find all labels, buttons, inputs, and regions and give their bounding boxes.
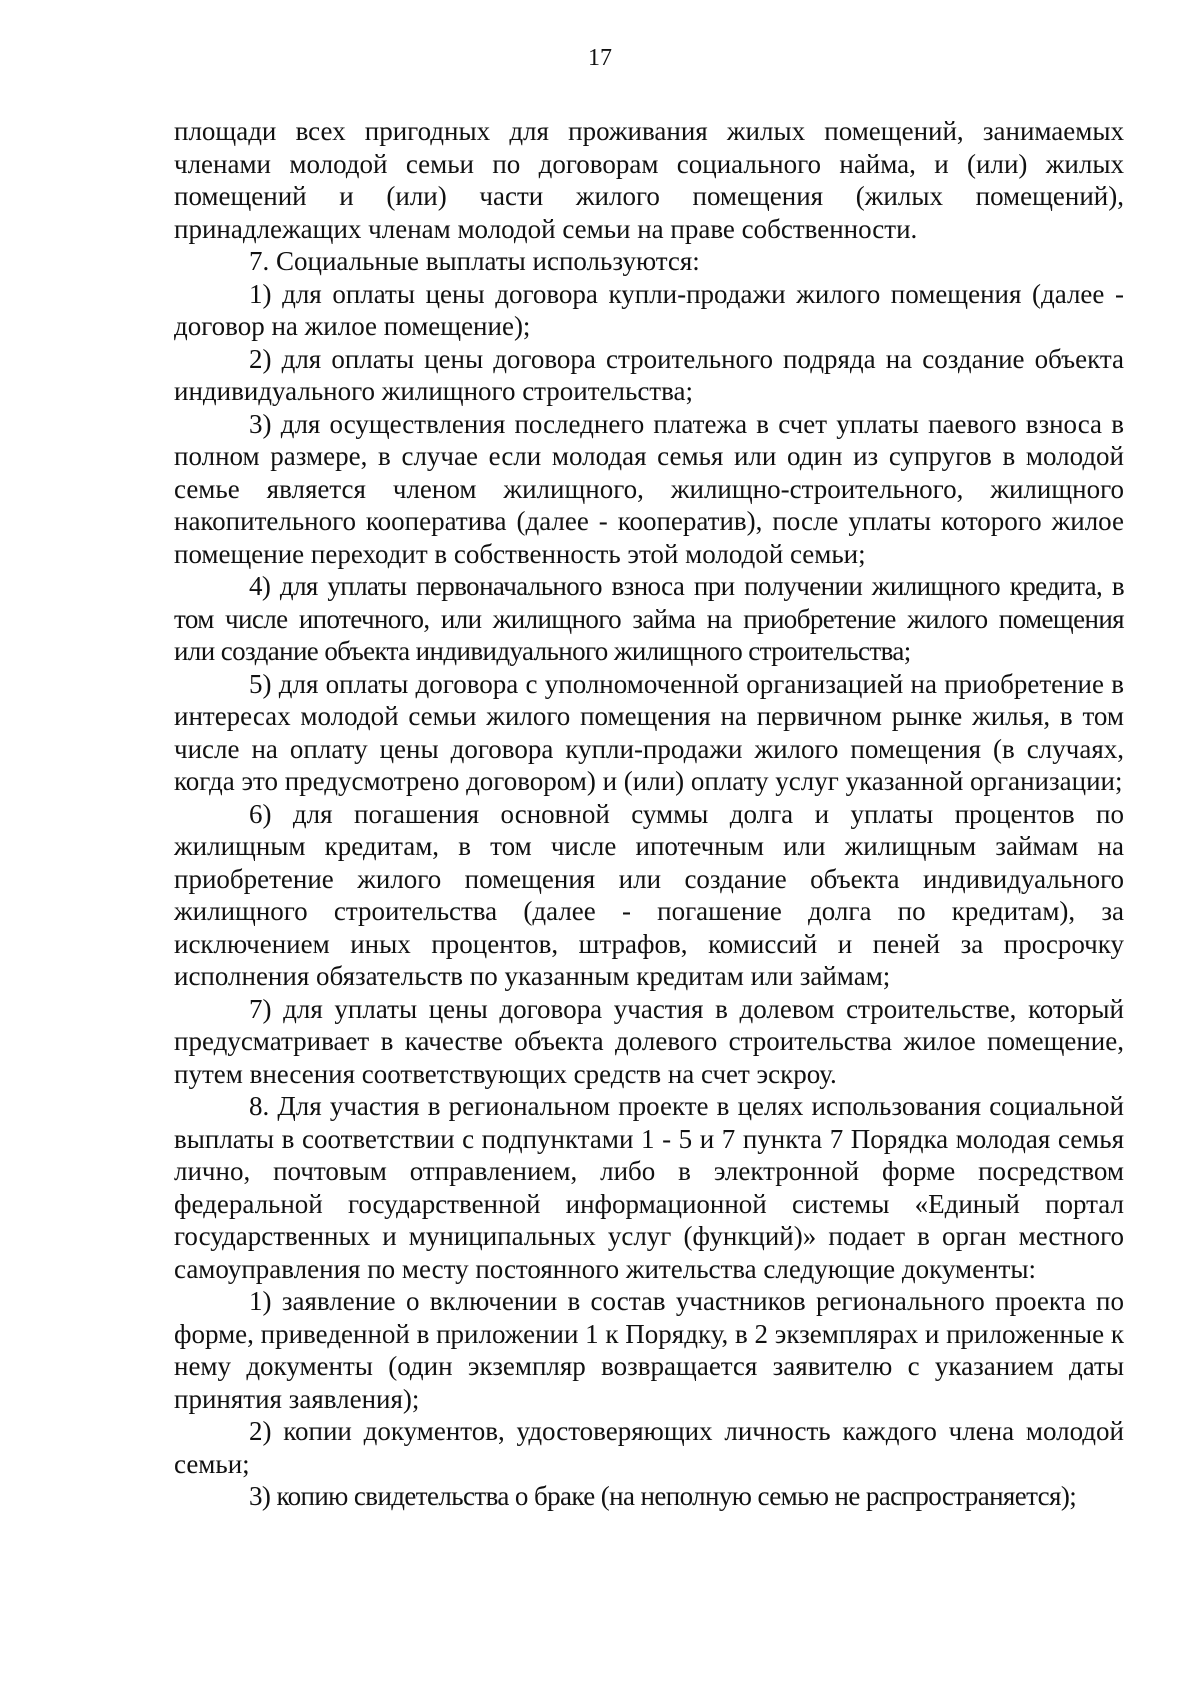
paragraph-subitem-7-1: 1) для оплаты цены договора купли-продажи жилого помещения (далее - договор на жилое помещение); xyxy=(174,278,1124,341)
page-number: 17 xyxy=(588,45,612,71)
paragraph-subitem-7-6: 6) для погашения основной суммы долга и уплаты процентов по жилищным кредитам, в том числе ипотечным или жилищным займам на приобретение жилого помещения или создание объекта индивидуального жилищного строительства (далее - погашение долга по кредитам), за исключением иных процентов, штрафов, комиссий и пеней за просрочку исполнения обязательств по указанным кредитам или займам; xyxy=(174,798,1124,991)
paragraph-subitem-7-4: 4) для уплаты первоначального взноса при получении жилищного кредита, в том числе ипотечного, или жилищного займа на приобретение жилого помещения или создание объекта индивидуального жилищного строительства; xyxy=(174,571,1124,666)
paragraph-subitem-7-5: 5) для оплаты договора с уполномоченной организацией на приобретение в интересах молодой семьи жилого помещения на первичном рынке жилья, в том числе на оплату цены договора купли-продажи жилого помещения (в случаях, когда это предусмотрено договором) и (или) оплату услуг указанной организации; xyxy=(174,668,1124,796)
paragraph-subitem-7-7: 7) для уплаты цены договора участия в долевом строительстве, который предусматривает в качестве объекта долевого строительства жилое помещение, путем внесения соответствующих средств на счет эскроу. xyxy=(174,993,1124,1089)
paragraph-item-7: 7. Социальные выплаты используются: xyxy=(249,246,700,276)
paragraph-subitem-8-3: 3) копию свидетельства о браке (на неполную семью не распространяется); xyxy=(249,1481,1077,1511)
paragraph-subitem-7-3: 3) для осуществления последнего платежа в счет уплаты паевого взноса в полном размере, в случае если молодая семья или один из супругов в молодой семье является членом жилищного, жилищно-строительного, жилищного накопительного кооператива (далее - кооператив), после уплаты которого жилое помещение переходит в собственность этой молодой семьи; xyxy=(174,408,1124,569)
document-body xyxy=(174,115,1124,1513)
paragraph-item-8: 8. Для участия в региональном проекте в целях использования социальной выплаты в соответствии с подпунктами 1 - 5 и 7 пункта 7 Порядка молодая семья лично, почтовым отправлением, либо в электронной форме посредством федеральной государственной информационной системы «Единый портал государственных и муниципальных услуг (функций)» подает в орган местного самоуправления по месту постоянного жительства следующие документы: xyxy=(174,1091,1124,1284)
paragraph-subitem-8-1: 1) заявление о включении в состав участников регионального проекта по форме, приведенной в приложении 1 к Порядку, в 2 экземплярах и приложенные к нему документы (один экземпляр возвращается заявителю с указанием даты принятия заявления); xyxy=(174,1286,1124,1414)
paragraph-subitem-8-2: 2) копии документов, удостоверяющих личность каждого члена молодой семьи; xyxy=(174,1416,1124,1479)
paragraph-subitem-7-2: 2) для оплаты цены договора строительного подряда на создание объекта индивидуального жилищного строительства; xyxy=(174,343,1124,406)
paragraph-continuation: площади всех пригодных для проживания жилых помещений, занимаемых членами молодой семьи по договорам социального найма, и (или) жилых помещений и (или) части жилого помещения (жилых помещений), принадлежащих членам молодой семьи на праве собственности. xyxy=(174,116,1124,244)
